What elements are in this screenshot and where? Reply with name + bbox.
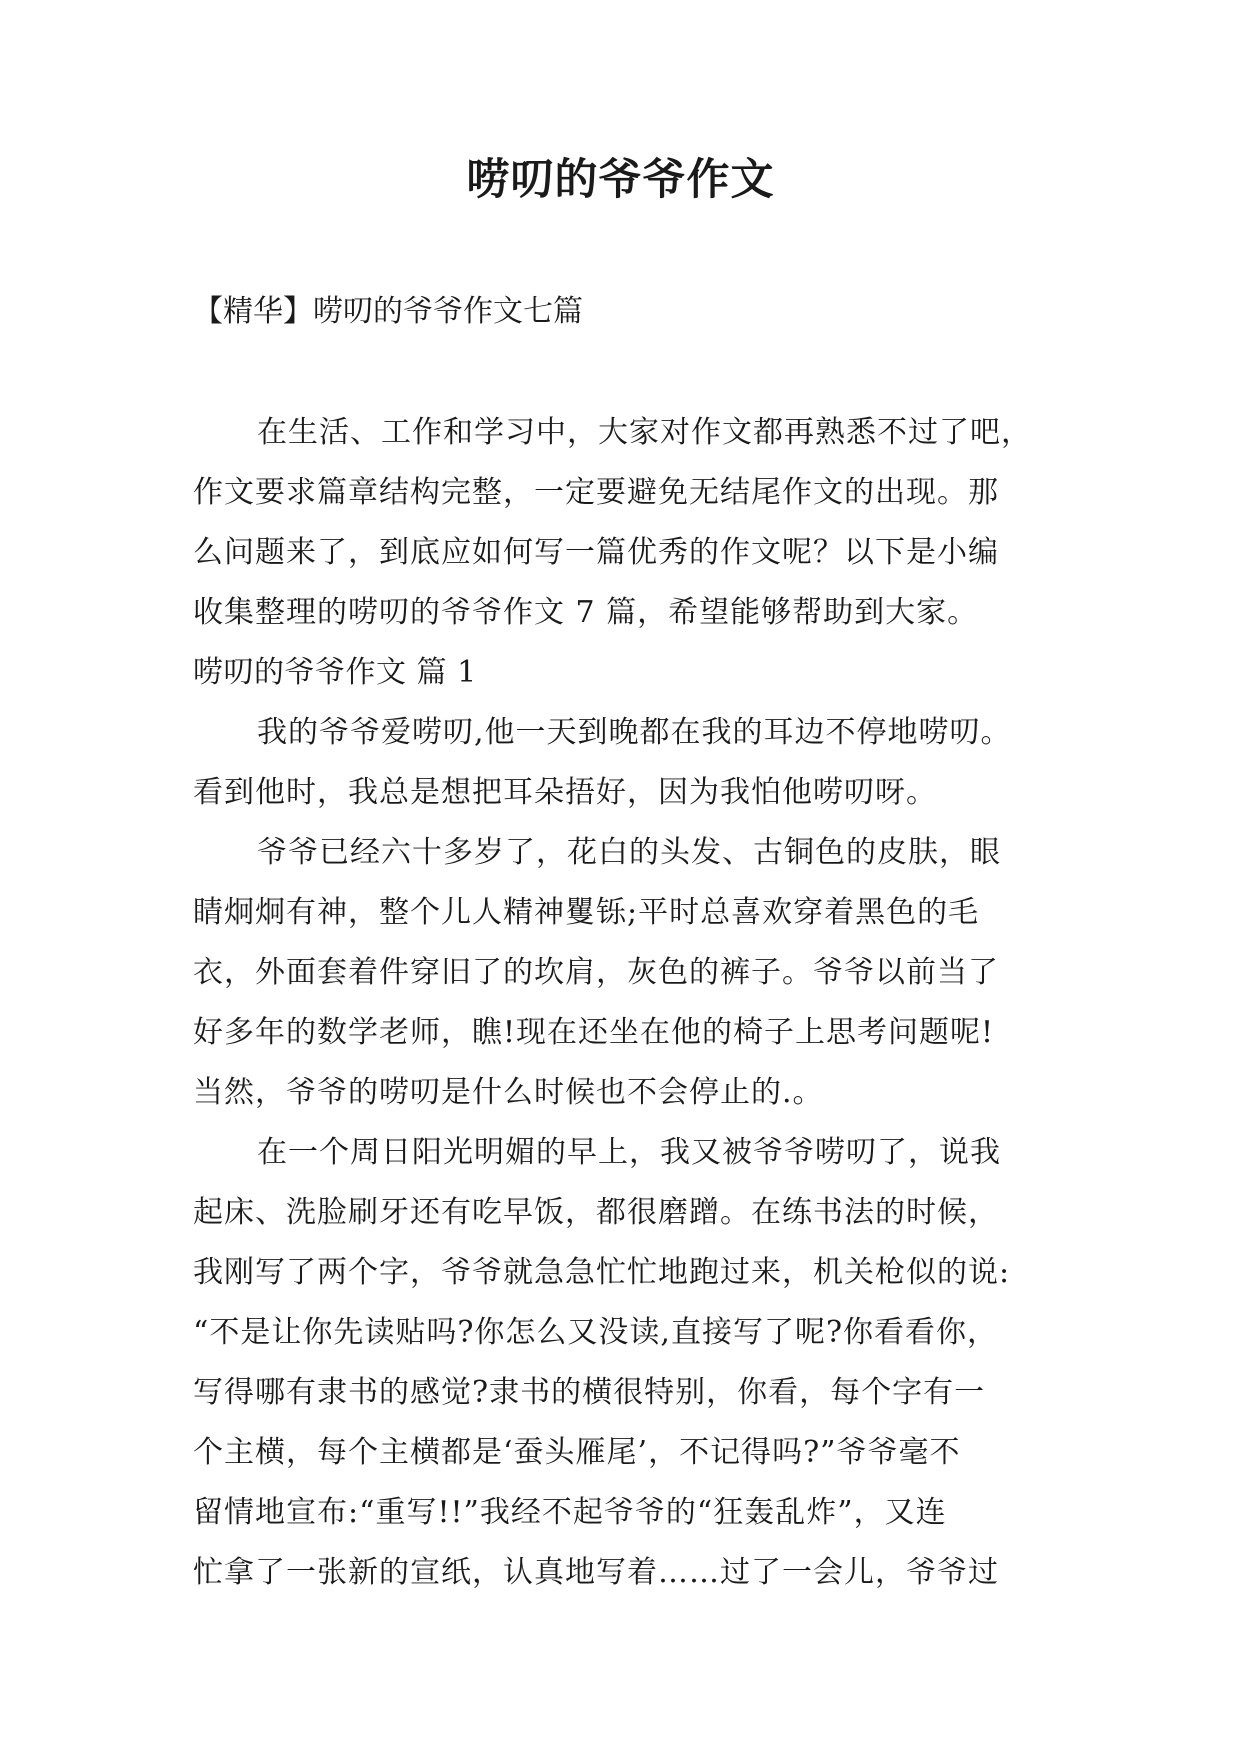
- paragraph-line: “不是让你先读贴吗?你怎么又没读,直接写了呢?你看看你，: [193, 1315, 999, 1350]
- paragraph-line: 我的爷爷爱唠叨,他一天到晚都在我的耳边不停地唠叨。: [257, 715, 1012, 750]
- paragraph-line: 我刚写了两个字，爷爷就急急忙忙地跑过来，机关枪似的说:: [193, 1255, 1011, 1290]
- paragraph-line: 看到他时，我总是想把耳朵捂好，因为我怕他唠叨呀。: [193, 775, 937, 810]
- paragraph-line: 爷爷已经六十多岁了，花白的头发、古铜色的皮肤，眼: [257, 835, 1001, 870]
- paragraph-line: 当然，爷爷的唠叨是什么时候也不会停止的.。: [193, 1075, 824, 1110]
- paragraph-line: 在生活、工作和学习中，大家对作文都再熟悉不过了吧，: [257, 415, 1032, 450]
- paragraph-line: 写得哪有隶书的感觉?隶书的横很特别，你看，每个字有一: [193, 1375, 986, 1410]
- paragraph-line: 起床、洗脸刷牙还有吃早饭，都很磨蹭。在练书法的时候，: [193, 1195, 999, 1230]
- document-subtitle: 【精华】唠叨的爷爷作文七篇: [193, 294, 583, 329]
- paragraph-line: 在一个周日阳光明媚的早上，我又被爷爷唠叨了，说我: [257, 1135, 1001, 1170]
- paragraph-line: 忙拿了一张新的宣纸，认真地写着……过了一会儿，爷爷过: [193, 1555, 999, 1590]
- paragraph-line: 留情地宣布:“重写!!”我经不起爷爷的“狂轰乱炸”，又连: [193, 1495, 947, 1530]
- paragraph-line: 作文要求篇章结构完整，一定要避免无结尾作文的出现。那: [193, 475, 999, 510]
- paragraph-line: 个主横，每个主横都是‘蚕头雁尾’，不记得吗?”爷爷毫不: [193, 1435, 961, 1470]
- paragraph-line: 好多年的数学老师，瞧!现在还坐在他的椅子上思考问题呢!: [193, 1015, 995, 1050]
- paragraph-line: 么问题来了，到底应如何写一篇优秀的作文呢？以下是小编: [193, 535, 999, 570]
- document-title: 唠叨的爷爷作文: [466, 155, 775, 205]
- section-heading: 唠叨的爷爷作文 篇 1: [193, 655, 477, 690]
- paragraph-line: 衣，外面套着件穿旧了的坎肩，灰色的裤子。爷爷以前当了: [193, 955, 999, 990]
- document-body: [193, 403, 1051, 1603]
- paragraph-line: 收集整理的唠叨的爷爷作文 7 篇，希望能够帮助到大家。: [193, 595, 979, 630]
- paragraph-line: 睛炯炯有神，整个儿人精神矍铄;平时总喜欢穿着黑色的毛: [193, 895, 980, 930]
